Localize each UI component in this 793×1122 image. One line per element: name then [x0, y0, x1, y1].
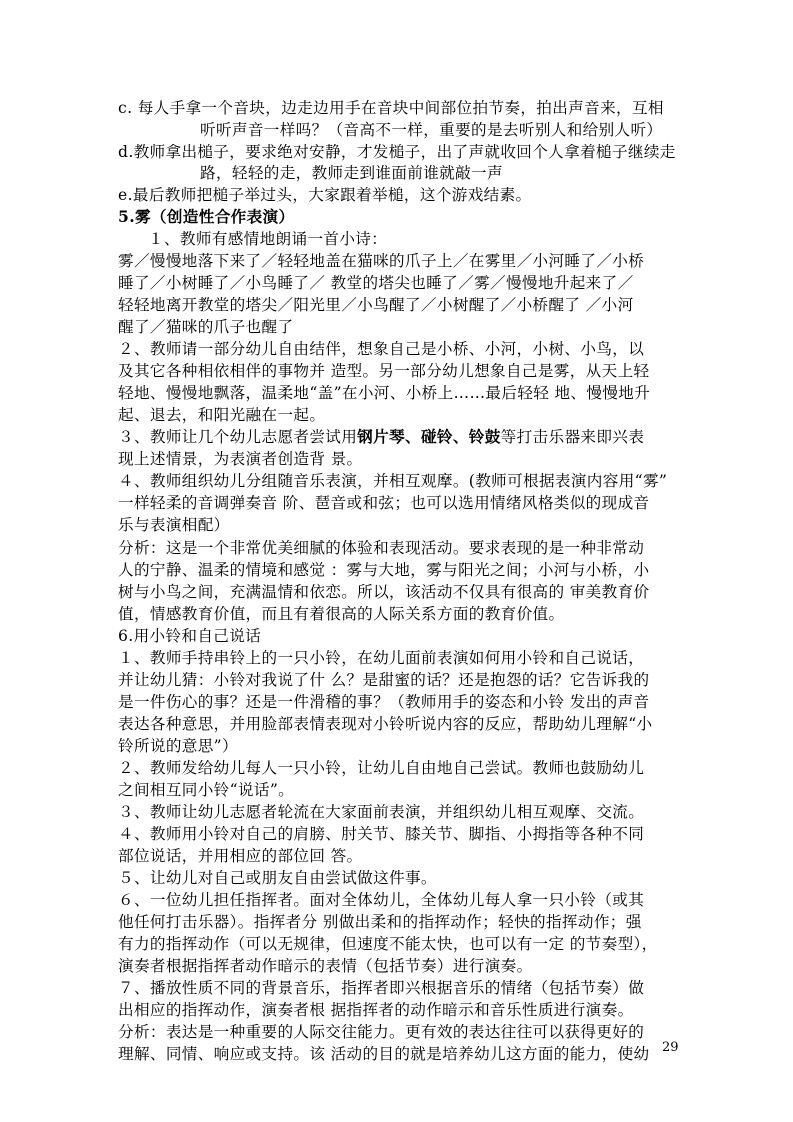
text-line: 并让幼儿猜：小铃对我说了什 么？是甜蜜的话？还是抱怨的话？它告诉我的	[118, 671, 650, 689]
text-line: 之间相互同小铃“说话”。	[118, 781, 295, 799]
text-line: c. 每人手拿一个音块，边走边用手在音块中间部位拍节奏，拍出声音来，互相	[118, 99, 664, 117]
text-line: ２、教师请一部分幼儿自由结伴，想象自己是小桥、小河，小树、小鸟，以	[118, 340, 645, 358]
text-line: ７、播放性质不同的背景音乐，指挥者即兴根据音乐的情绪（包括节奏）做	[118, 979, 645, 997]
text-segment: 等打击乐器来即兴表	[500, 428, 645, 446]
text-line: 表达各种意思，并用脸部表情表现对小铃听说内容的反应，帮助幼儿理解“小	[118, 715, 653, 733]
text-line: 他任何打击乐器）。指挥者分 别做出柔和的指挥动作；轻快的指挥动作；强	[118, 913, 642, 931]
section-heading: 5.雾（创造性合作表演）	[118, 207, 295, 226]
text-line: ５、让幼儿对自己或朋友自由尝试做这件事。	[118, 869, 437, 887]
instruments-bold: 钢片琴、碰铃、铃鼓	[357, 427, 501, 446]
page-number: 29	[662, 1040, 679, 1055]
text-line: 理解、同情、响应或支持。该 活动的目的就是培养幼儿这方面的能力，使幼	[118, 1045, 650, 1063]
poem-line: 醒了／猫咪的爪子也醒了	[118, 318, 294, 336]
text-line: １、教师有感情地朗诵一首小诗：	[148, 230, 388, 248]
text-line: 有力的指挥动作（可以无规律，但速度不能太快，也可以有一定 的节奏型），	[118, 935, 658, 953]
text-line: 轻地、慢慢地飘落，温柔地“盖”在小河、小桥上……最后轻轻 地、慢慢地升	[118, 384, 651, 402]
text-line: 听听声音一样吗？（音高不一样，重要的是去听别人和给别人听）	[200, 121, 663, 139]
text-line: ６、一位幼儿担任指挥者。面对全体幼儿，全体幼儿每人拿一只小铃（或其	[118, 891, 645, 909]
section-heading: 6.用小铃和自己说话	[118, 627, 262, 645]
text-line: 出相应的指挥动作，演奏者根 据指挥者的动作暗示和音乐性质进行演奏。	[118, 1001, 634, 1019]
text-line: 值，情感教育价值，而且有着很高的人际关系方面的教育价值。	[118, 605, 565, 623]
text-line: ２、教师发给幼儿每人一只小铃，让幼儿自由地自己尝试。教师也鼓励幼儿	[118, 759, 645, 777]
text-line: ４、教师组织幼儿分组随音乐表演，并相互观摩。(教师可根据表演内容用“雾”	[118, 472, 668, 490]
text-line: 铃所说的意思”）	[118, 737, 238, 755]
text-line: １、教师手持串铃上的一只小铃，在幼儿面前表演如何用小铃和自己说话，	[118, 649, 645, 667]
text-line: 是一件伤心的事？还是一件滑稽的事？（教师用手的姿态和小铃 发出的声音	[118, 693, 650, 711]
text-line: 分析：表达是一种重要的人际交往能力。更有效的表达往往可以获得更好的	[118, 1023, 645, 1041]
text-line: 现上述情景，为表演者创造背 景。	[118, 450, 363, 468]
text-line: 一样轻柔的音调弹奏音 阶、琶音或和弦；也可以选用情绪风格类似的现成音	[118, 494, 650, 512]
text-line: ３、教师让幼儿志愿者轮流在大家面前表演，并组织幼儿相互观摩、交流。	[118, 803, 645, 821]
poem-line: 雾／慢慢地落下来了／轻轻地盖在猫咪的爪子上／在雾里／小河睡了／小桥	[118, 252, 645, 270]
text-line: 演奏者根据指挥者动作暗示的表情（包括节奏）进行演奏。	[118, 957, 533, 975]
text-line	[118, 426, 644, 448]
text-line: 路，轻轻的走，教师走到谁面前谁就敲一声	[200, 164, 503, 182]
text-segment: ３、教师让几个幼儿志愿者尝试用	[118, 428, 358, 446]
poem-line: 轻轻地离开教堂的塔尖／阳光里／小鸟醒了／小树醒了／小桥醒了 ／小河	[118, 296, 634, 314]
text-line: 起、退去，和阳光融在一起。	[118, 406, 326, 424]
text-line: 树与小鸟之间，充满温情和依恋。所以，该活动不仅具有很高的 审美教育价	[118, 583, 650, 601]
text-line: d.教师拿出槌子，要求绝对安静，才发槌子，出了声就收回个人拿着槌子继续走	[118, 143, 676, 161]
text-line: e.最后教师把槌子举过头，大家跟着举槌，这个游戏结素。	[118, 186, 532, 204]
text-line: 部位说话，并用相应的部位回 答。	[118, 847, 363, 865]
text-line: 及其它各种相依相伴的事物并 造型。另一部分幼儿想象自己是雾，从天上轻	[118, 362, 650, 380]
text-line: 乐与表演相配）	[118, 516, 230, 534]
text-line: 人的宁静、温柔的情境和感觉 ：雾与大地，雾与阳光之间；小河与小桥，小	[118, 561, 650, 579]
text-line: ４、教师用小铃对自己的肩膀、肘关节、膝关节、脚指、小拇指等各种不同	[118, 825, 645, 843]
poem-line: 睡了／小树睡了／小鸟睡了／ 教堂的塔尖也睡了／雾／慢慢地升起来了／	[118, 274, 634, 292]
text-line: 分析：这是一个非常优美细腻的体验和表现活动。要求表现的是一种非常动	[118, 539, 645, 557]
